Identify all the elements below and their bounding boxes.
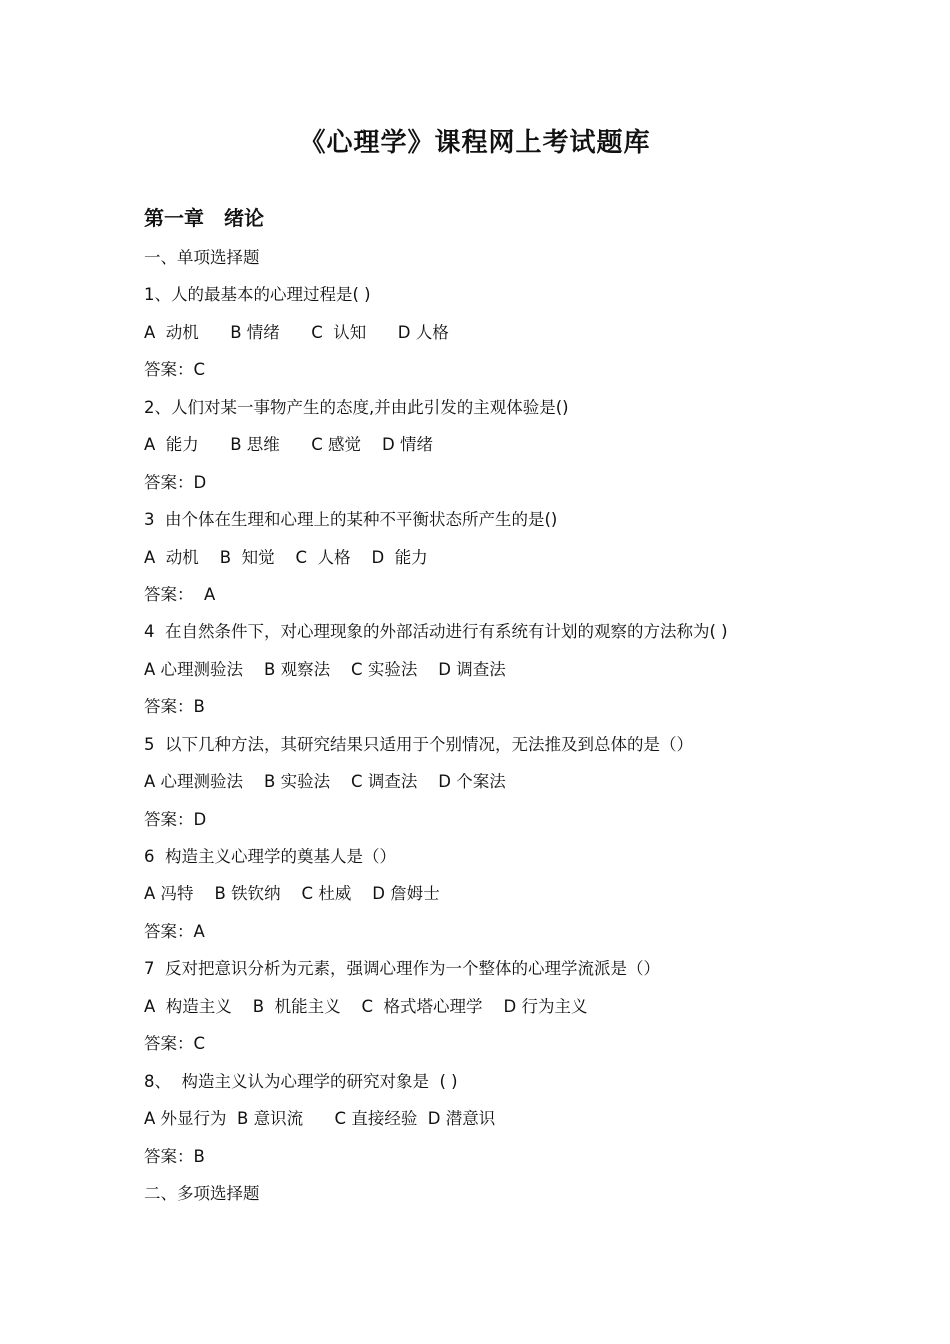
question-stem: 8、 构造主义认为心理学的研究对象是 ( ) <box>144 1071 458 1091</box>
question-answer: 答案：D <box>144 809 207 829</box>
section-heading-single-choice: 一、单项选择题 <box>144 248 260 267</box>
document-title: 《心理学》课程网上考试题库 <box>299 128 651 158</box>
question-stem: 6 构造主义心理学的奠基人是（） <box>144 847 396 866</box>
question-options: A 动机 B 情绪 C 认知 D 人格 <box>144 322 449 342</box>
question-stem: 7 反对把意识分析为元素，强调心理作为一个整体的心理学流派是（） <box>144 959 660 979</box>
question-answer: 答案：B <box>144 1146 205 1166</box>
question-stem: 1、人的最基本的心理过程是( ) <box>144 285 371 305</box>
question-answer: 答案： A <box>144 584 216 604</box>
question-list <box>144 245 864 1218</box>
question-options: A 构造主义 B 机能主义 C 格式塔心理学 D 行为主义 <box>144 996 588 1016</box>
question-stem: 5 以下几种方法，其研究结果只适用于个别情况，无法推及到总体的是（） <box>144 734 693 754</box>
question-answer: 答案：A <box>144 921 205 941</box>
chapter-heading: 第一章 绪论 <box>144 206 264 230</box>
question-stem: 2、人们对某一事物产生的态度,并由此引发的主观体验是() <box>144 397 569 417</box>
question-options: A 动机 B 知觉 C 人格 D 能力 <box>144 547 428 567</box>
question-options: A 心理测验法 B 实验法 C 调查法 D 个案法 <box>144 772 506 792</box>
question-answer: 答案：D <box>144 472 207 492</box>
question-options: A 外显行为 B 意识流 C 直接经验 D 潜意识 <box>144 1109 496 1129</box>
question-answer: 答案：B <box>144 697 205 717</box>
question-answer: 答案：C <box>144 1034 206 1054</box>
question-options: A 冯特 B 铁钦纳 C 杜威 D 詹姆士 <box>144 884 440 904</box>
question-options: A 能力 B 思维 C 感觉 D 情绪 <box>144 435 433 455</box>
question-answer: 答案：C <box>144 360 206 380</box>
question-stem: 4 在自然条件下，对心理现象的外部活动进行有系统有计划的观察的方法称为( ) <box>144 622 728 642</box>
question-stem: 3 由个体在生理和心理上的某种不平衡状态所产生的是() <box>144 510 558 530</box>
section-heading-multiple-choice: 二、多项选择题 <box>144 1183 260 1203</box>
question-options: A 心理测验法 B 观察法 C 实验法 D 调查法 <box>144 659 506 679</box>
